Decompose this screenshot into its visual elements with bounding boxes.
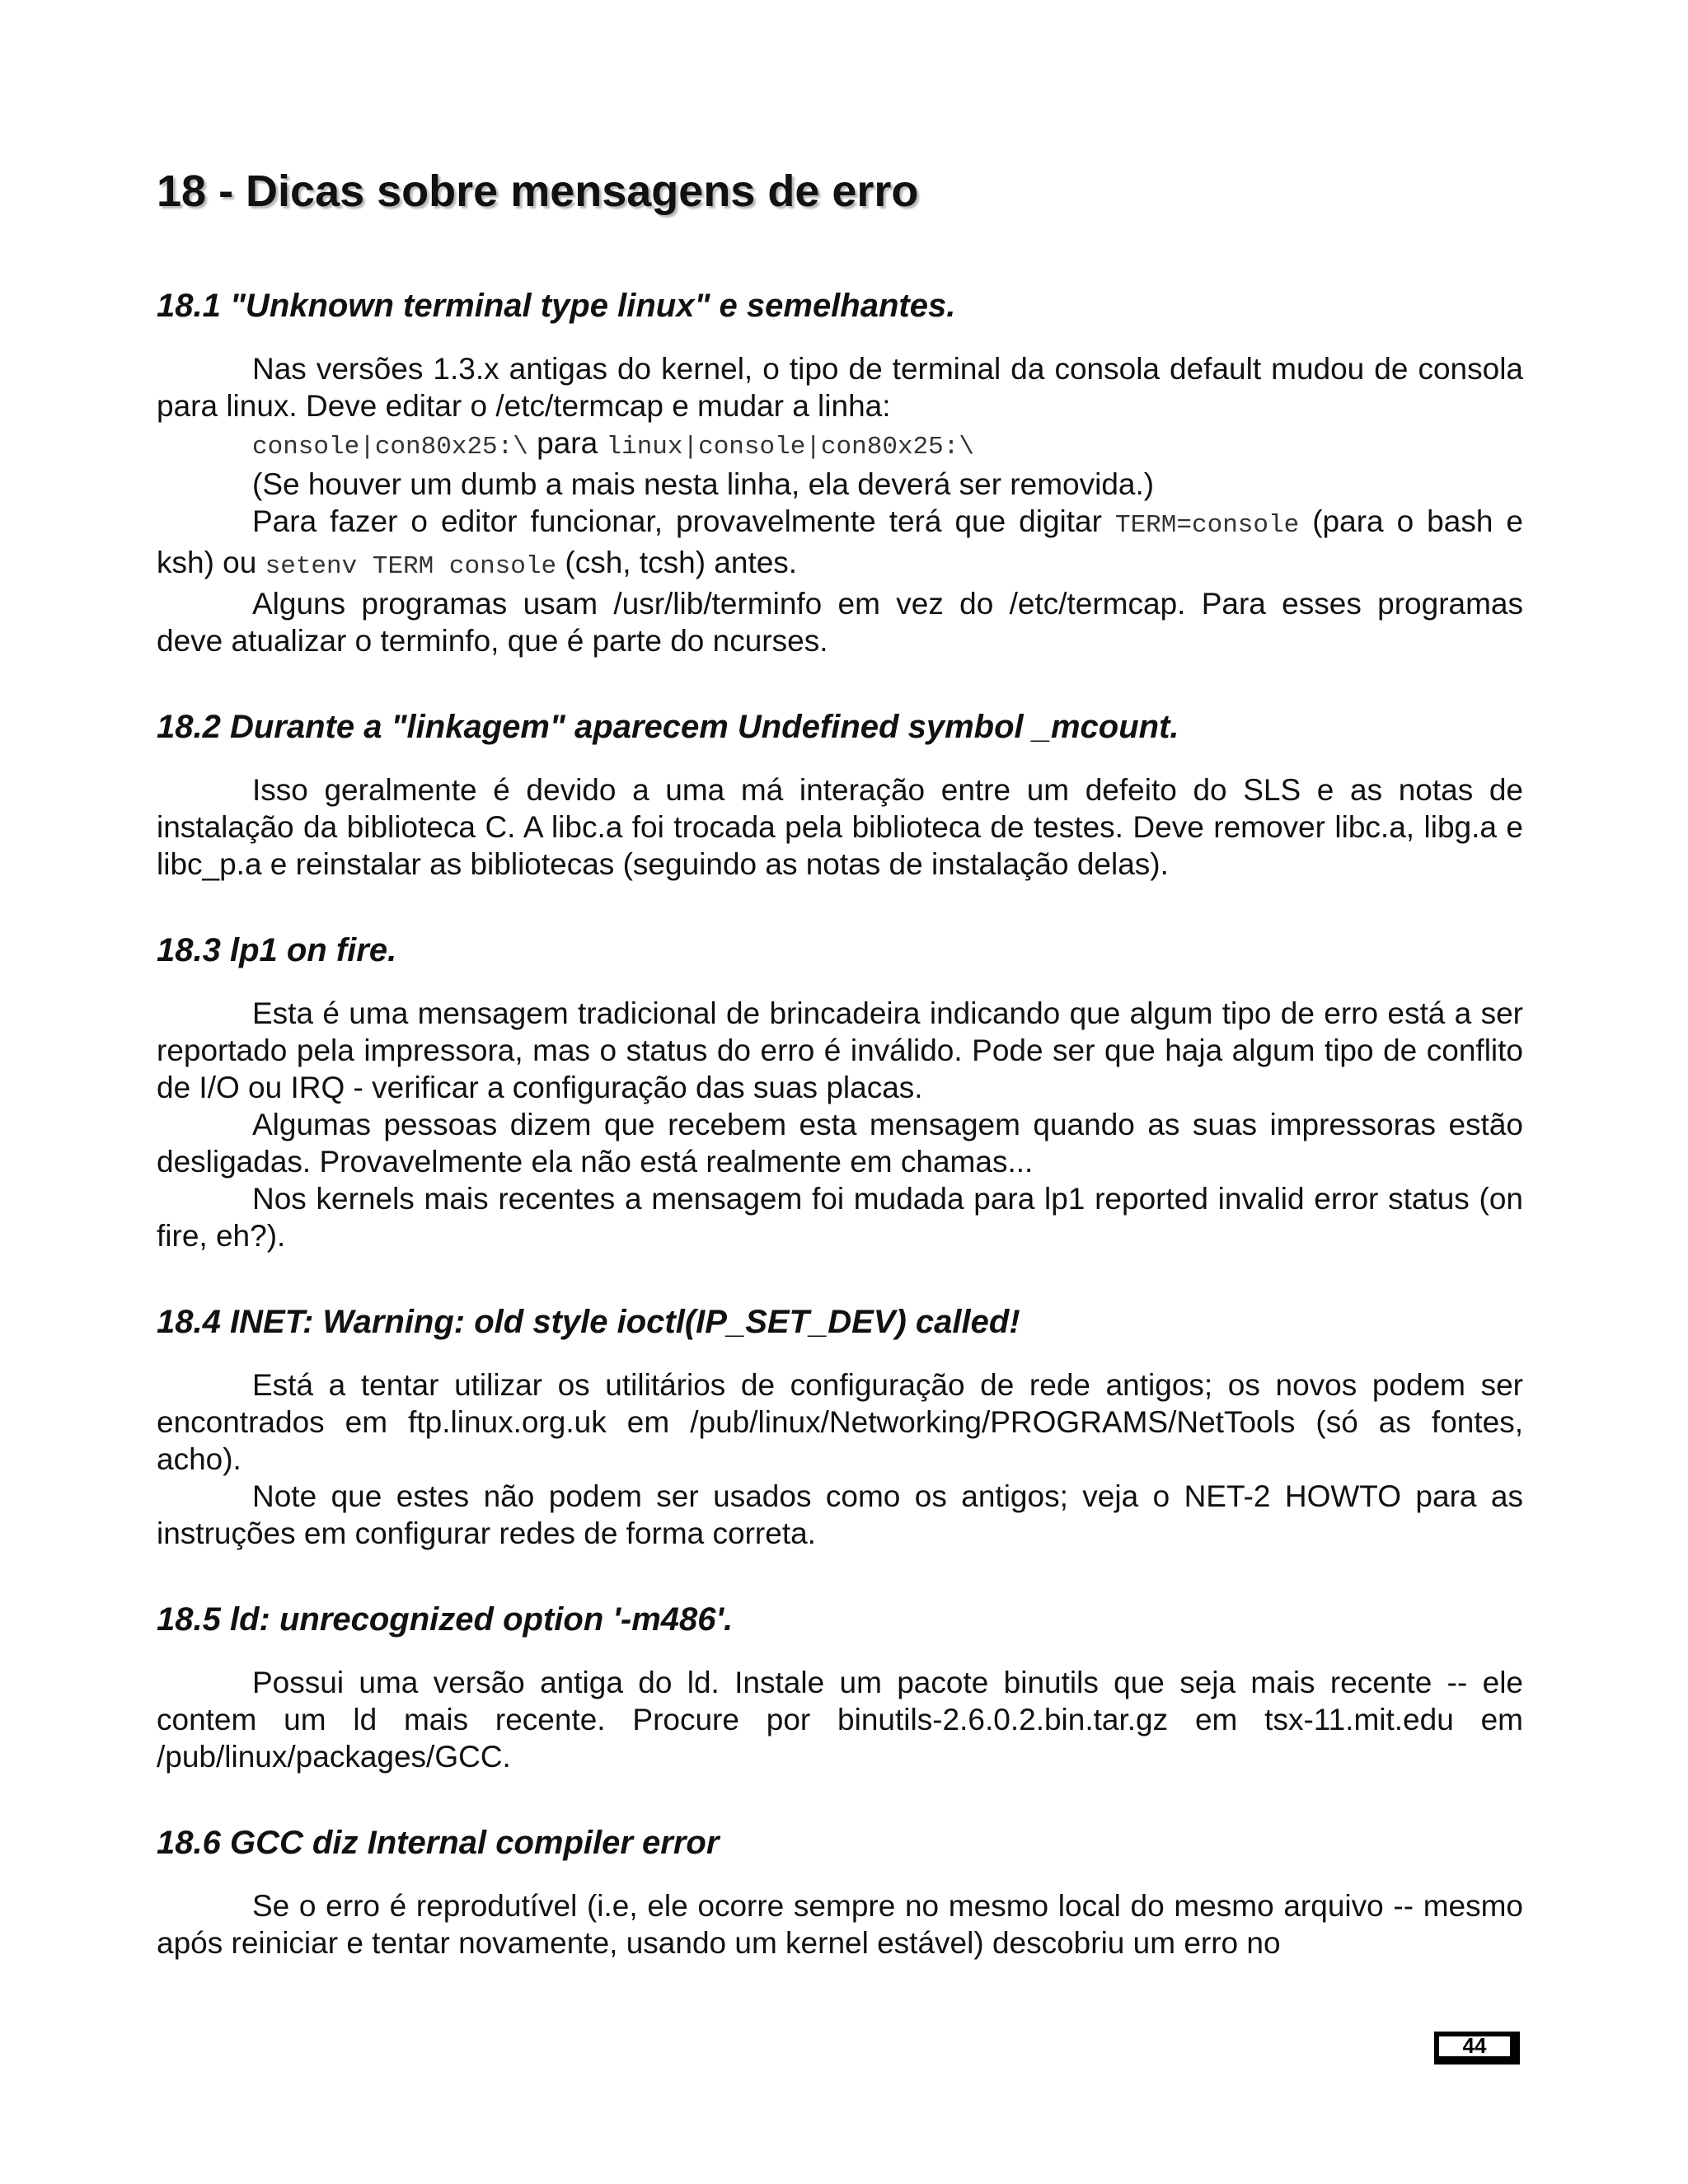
paragraph: Isso geralmente é devido a uma má interação entre um defeito do SLS e as notas de instalação da biblioteca C. A libc.a foi trocada pela biblioteca de testes. Deve remover libc.a, libg.a e libc_p.a e reinstalar as bibliotecas (seguindo as notas de instalação delas). <box>157 772 1523 881</box>
paragraph: Nos kernels mais recentes a mensagem foi mudada para lp1 reported invalid error status (on fire, eh?). <box>157 1181 1523 1253</box>
page-number: 44 <box>1434 2032 1520 2064</box>
code-snippet: console|con80x25:\ <box>252 432 528 462</box>
inline-text: (csh, tcsh) antes. <box>556 545 798 579</box>
section-18-1 <box>157 286 1523 659</box>
document-page <box>157 165 1523 1961</box>
paragraph: Algumas pessoas dizem que recebem esta mensagem quando as suas impressoras estão desligadas. Provavelmente ela não está realmente em chamas... <box>157 1107 1523 1179</box>
section-heading: 18.3 lp1 on fire. <box>157 931 397 968</box>
section-heading: 18.4 INET: Warning: old style ioctl(IP_SET_DEV) called! <box>157 1303 1020 1340</box>
inline-text: para <box>528 425 607 460</box>
paragraph: Está a tentar utilizar os utilitários de configuração de rede antigos; os novos podem ser encontrados em ftp.linux.org.uk em /pub/linux/Networking/PROGRAMS/NetTools (só as fontes, acho). <box>157 1367 1523 1476</box>
section-18-2 <box>157 707 1523 883</box>
section-heading: 18.1 "Unknown terminal type linux" e semelhantes. <box>157 287 956 324</box>
inline-text: Para fazer o editor funcionar, provavelmente terá que digitar <box>252 504 1115 538</box>
inline-text: (para o bash e ksh) ou <box>157 504 1523 579</box>
code-snippet: TERM=console <box>1114 510 1300 540</box>
paragraph: Possui uma versão antiga do ld. Instale um pacote binutils que seja mais recente -- ele contem um ld mais recente. Procure por binutils-2.6.0.2.bin.tar.gz em tsx-11.mit.edu em /pub/linux/packages/GCC. <box>157 1665 1523 1774</box>
section-18-4 <box>157 1302 1523 1552</box>
paragraph: Alguns programas usam /usr/lib/terminfo em vez do /etc/termcap. Para esses programas deve atualizar o terminfo, que é parte do ncurses. <box>157 586 1523 658</box>
code-snippet: linux|console|con80x25:\ <box>606 432 974 462</box>
chapter-title: 18 - Dicas sobre mensagens de erro <box>157 166 919 216</box>
paragraph: Nas versões 1.3.x antigas do kernel, o tipo de terminal da consola default mudou de consola para linux. Deve editar o /etc/termcap e mudar a linha: <box>157 351 1523 423</box>
section-heading: 18.5 ld: unrecognized option '-m486'. <box>157 1601 734 1638</box>
code-line <box>157 424 1523 466</box>
paragraph: Se o erro é reprodutível (i.e, ele ocorre sempre no mesmo local do mesmo arquivo -- mesmo após reiniciar e tentar novamente, usando um kernel estável) descobriu um erro no <box>157 1888 1523 1960</box>
paragraph: (Se houver um dumb a mais nesta linha, ela deverá ser removida.) <box>252 466 1155 501</box>
section-18-6 <box>157 1823 1523 1961</box>
section-heading: 18.6 GCC diz Internal compiler error <box>157 1824 720 1861</box>
paragraph <box>157 503 1523 585</box>
paragraph: Note que estes não podem ser usados como os antigos; veja o NET-2 HOWTO para as instruções em configurar redes de forma correta. <box>157 1479 1523 1550</box>
code-snippet: setenv TERM console <box>265 551 557 581</box>
paragraph: Esta é uma mensagem tradicional de brincadeira indicando que algum tipo de erro está a ser reportado pela impressora, mas o status do erro é inválido. Pode ser que haja algum tipo de conflito de I/O ou IRQ - verificar a configuração das suas placas. <box>157 996 1523 1104</box>
section-18-3 <box>157 930 1523 1254</box>
section-18-5 <box>157 1600 1523 1775</box>
section-heading: 18.2 Durante a "linkagem" aparecem Undefined symbol _mcount. <box>157 708 1179 745</box>
